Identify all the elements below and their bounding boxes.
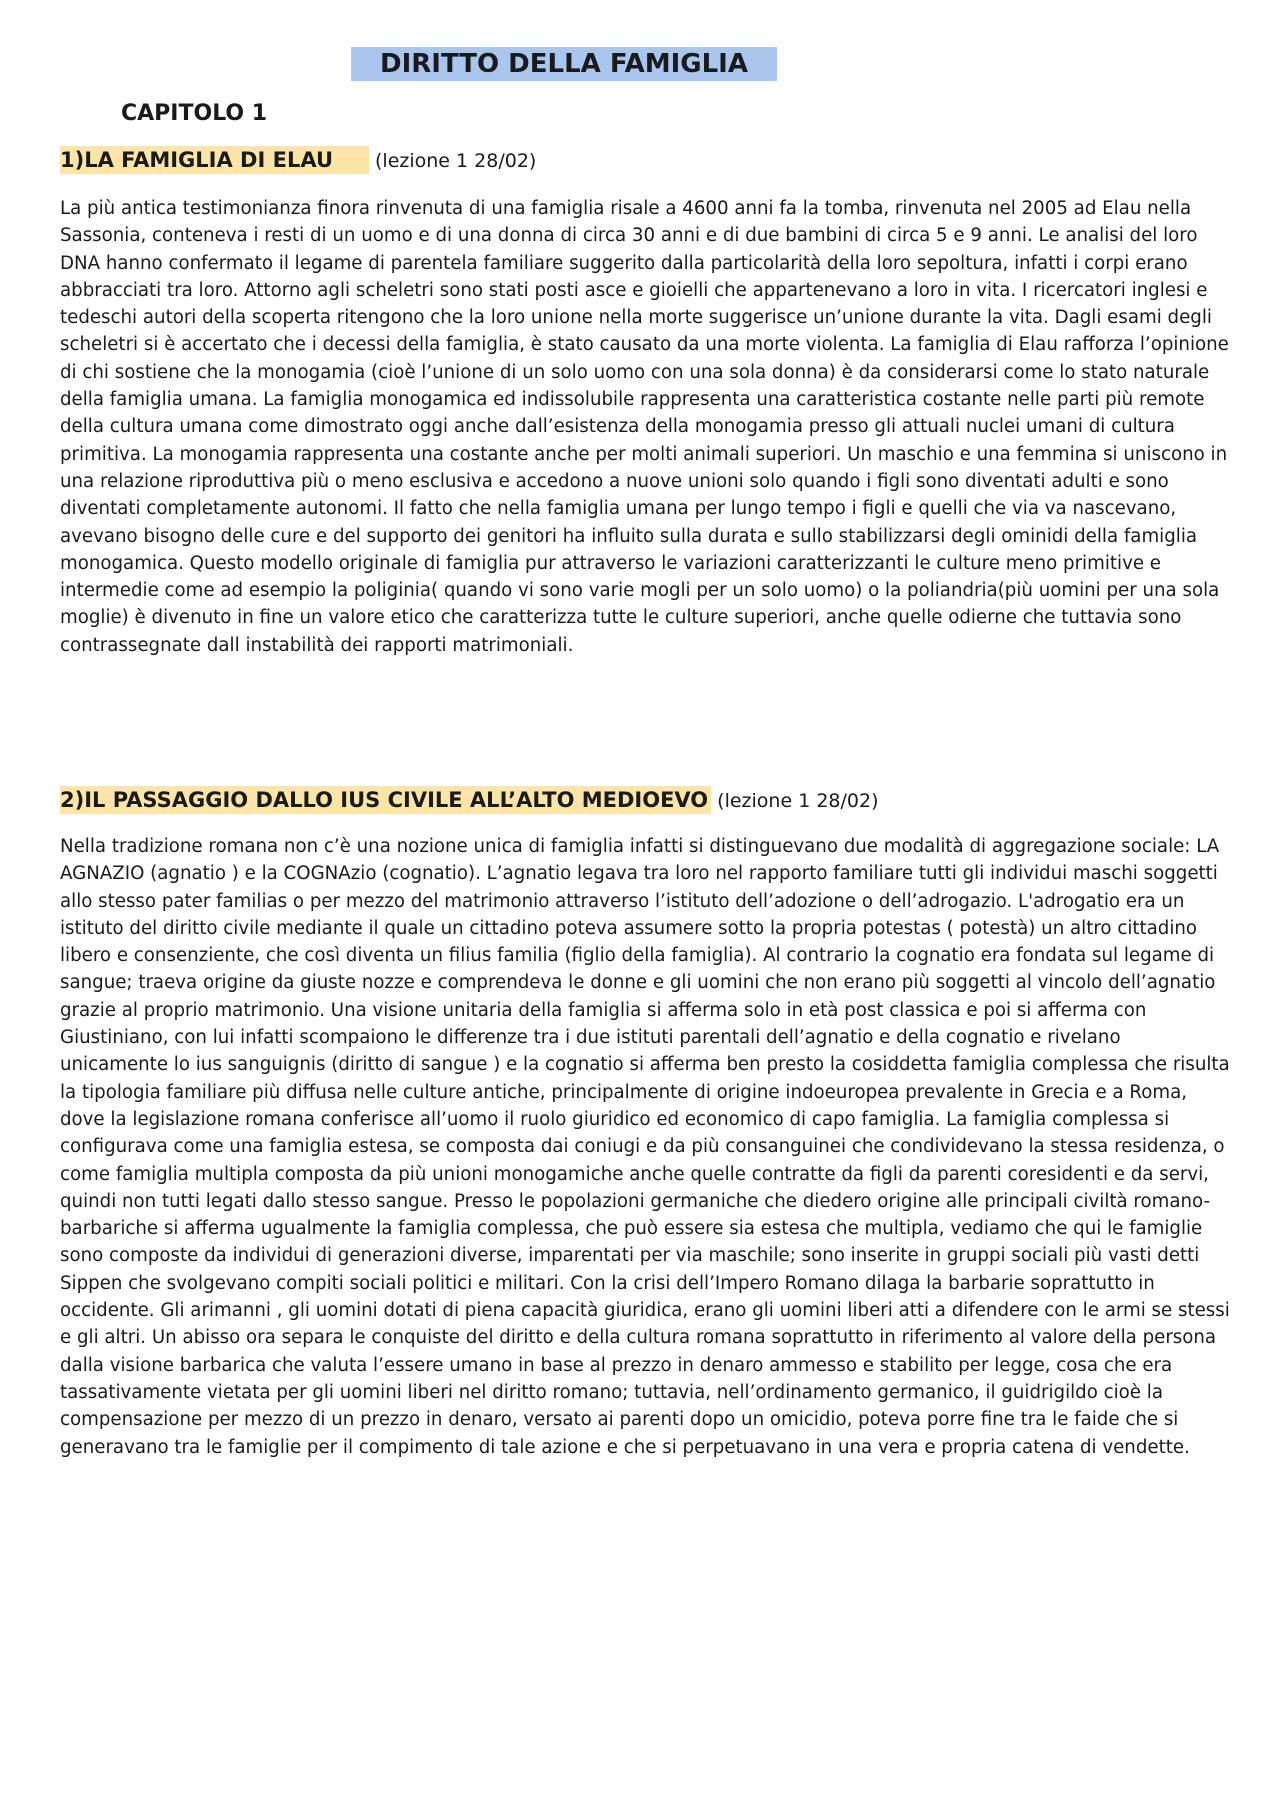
section-note-2: (lezione 1 28/02) [717, 790, 879, 812]
section-heading-1 [60, 146, 536, 176]
chapter-heading: CAPITOLO 1 [121, 101, 268, 126]
section-body-1: La più antica testimonianza finora rinvenuta di una famiglia risale a 4600 anni fa la tomba, rinvenuta nel 2005 ad Elau nella Sassonia, conteneva i resti di un uomo e di una donna di circa 30 anni e di due bambini di circa 5 e 9 anni. Le analisi del loro DNA hanno confermato il legame di parentela familiare suggerito dalla particolarità della loro sepoltura, infatti i corpi erano abbracciati tra loro. Attorno agli scheletri sono stati posti asce e gioielli che appartenevano a loro in vita. I ricercatori inglesi e tedeschi autori della scoperta ritengono che la loro unione nella morte suggerisce un’unione durante la vita. Dagli esami degli scheletri si è accertato che i decessi della famiglia, è stato causato da una morte violenta. La famiglia di Elau rafforza l’opinione di chi sostiene che la monogamia (cioè l’unione di un solo uomo con una sola donna) è da considerarsi come lo stato naturale della famiglia umana. La famiglia monogamica ed indissolubile rappresenta una caratteristica costante nelle parti più remote della cultura umana come dimostrato oggi anche dall’esistenza della monogamia presso gli attuali nuclei umani di cultura primitiva. La monogamia rappresenta una costante anche per molti animali superiori. Un maschio e una femmina si uniscono in una relazione riproduttiva più o meno esclusiva e accedono a nuove unioni solo quando i figli sono diventati adulti e sono diventati completamente autonomi. Il fatto che nella famiglia umana per lungo tempo i figli e quelli che via va nascevano, avevano bisogno delle cure e del supporto dei genitori ha influito sulla durata e sullo stabilizzarsi degli ominidi della famiglia monogamica. Questo modello originale di famiglia pur attraverso le variazioni caratterizzanti le culture meno primitive e intermedie come ad esempio la poliginia( quando vi sono varie mogli per un solo uomo) o la poliandria(più uomini per una sola moglie) è divenuto in fine un valore etico che caratterizza tutte le culture superiori, anche quelle odierne che tuttavia sono contrassegnate dall instabilità dei rapporti matrimoniali. [60, 198, 1229, 656]
section-heading-2 [60, 786, 879, 816]
document-title: DIRITTO DELLA FAMIGLIA [351, 47, 777, 81]
section-body-2: Nella tradizione romana non c’è una nozione unica di famiglia infatti si distinguevano due modalità di aggregazione sociale: LA AGNAZIO (agnatio ) e la COGNAzio (cognatio). L’agnatio legava tra loro nel rapporto familiare tutti gli individui maschi soggetti allo stesso pater familias o per mezzo del matrimonio attraverso l’istituto dell’adozione o dell’adrogazio. L'adrogatio era un istituto del diritto civile mediante il quale un cittadino poteva assumere sotto la propria potestas ( potestà) un altro cittadino libero e consenziente, che così diventa un filius familia (figlio della famiglia). Al contrario la cognatio era fondata sul legame di sangue; traeva origine da giuste nozze e comprendeva le donne e gli uomini che non erano più soggetti al vincolo dell’agnatio grazie al proprio matrimonio. Una visione unitaria della famiglia si afferma solo in età post classica e poi si afferma con Giustiniano, con lui infatti scompaiono le differenze tra i due istituti parentali dell’agnatio e della cognatio e rivelano unicamente lo ius sanguignis (diritto di sangue ) e la cognatio si afferma ben presto la cosiddetta famiglia complessa che risulta la tipologia familiare più diffusa nelle culture antiche, principalmente di origine indoeuropea prevalente in Grecia e a Roma, dove la legislazione romana conferisce all’uomo il ruolo giuridico ed economico di capo famiglia. La famiglia complessa si configurava come una famiglia estesa, se composta dai coniugi e da più consanguinei che condividevano la stessa residenza, o come famiglia multipla composta da più unioni monogamiche anche quelle contratte da figli da parenti coresidenti e da servi, quindi non tutti legati dallo stesso sangue. Presso le popolazioni germaniche che diedero origine alle principali civiltà romano-barbariche si afferma ugualmente la famiglia complessa, che può essere sia estesa che multipla, vediamo che qui le famiglie sono composte da individui di generazioni diverse, imparentati per via maschile; sono inserite in gruppi sociali più vasti detti Sippen che svolgevano compiti sociali politici e militari. Con la crisi dell’Impero Romano dilaga la barbarie soprattutto in occidente. Gli arimanni , gli uomini dotati di piena capacità giuridica, erano gli uomini liberi atti a difendere con le armi se stessi e gli altri. Un abisso ora separa le conquiste del diritto e della cultura romana soprattutto in riferimento al valore della persona dalla visione barbarica che valuta l’essere umano in base al prezzo in denaro ammesso e stabilito per legge, cosa che era tassativamente vietata per gli uomini liberi nel diritto romano; tuttavia, nell’ordinamento germanico, il guidrigildo cioè la compensazione per mezzo di un prezzo in denaro, versato ai parenti dopo un omicidio, poteva porre fine tra le faide che si generavano tra le famiglie per il compimento di tale azione e che si perpetuavano in una vera e propria catena di vendette. [60, 836, 1230, 1458]
section-note-1: (lezione 1 28/02) [375, 150, 537, 172]
section-title-1: 1)LA FAMIGLIA DI ELAU [60, 146, 369, 174]
section-title-2: 2)IL PASSAGGIO DALLO IUS CIVILE ALL’ALTO MEDIOEVO [60, 786, 711, 814]
